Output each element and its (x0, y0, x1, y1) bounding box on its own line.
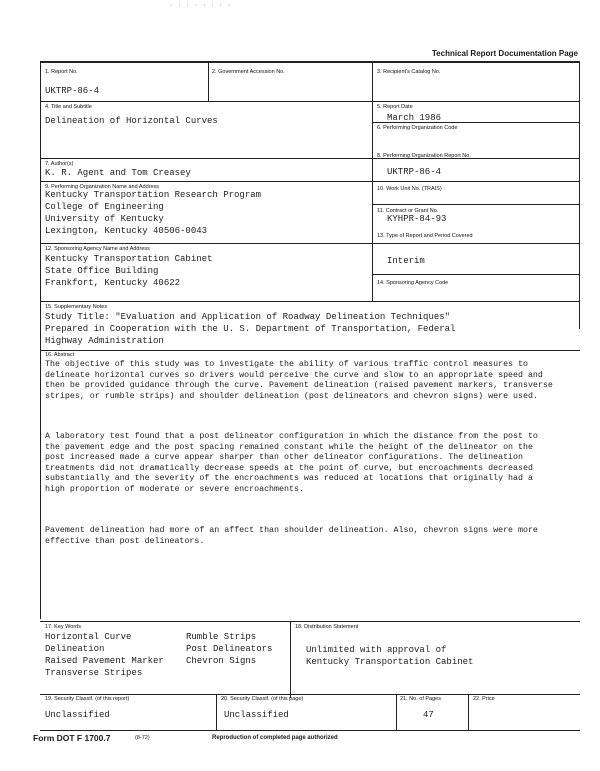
sponsor-name-label: 12. Sponsoring Agency Name and Address (45, 246, 150, 252)
key-word: Transverse Stripes (45, 668, 143, 678)
sponsor-code-label: 14. Sponsoring Agency Code (377, 280, 449, 286)
contract-grant-label: 11. Contract or Grant No. (377, 208, 439, 214)
key-word: Chevron Signs (186, 656, 257, 666)
price-label: 22. Price (473, 696, 495, 702)
security-report-label: 19. Security Classif. (of this report) (45, 696, 130, 702)
recipient-catalog-label: 3. Recipient's Catalog No. (377, 69, 441, 75)
sponsor-line: State Office Building (45, 266, 159, 276)
no-pages-label: 21. No. of Pages (400, 696, 441, 702)
supplementary-line: Prepared in Cooperation with the U. S. Department of Transportation, Federal (45, 324, 456, 334)
perf-org-line: College of Engineering (45, 202, 164, 212)
abstract-label: 16. Abstract (45, 352, 75, 358)
security-report-value: Unclassified (45, 710, 110, 720)
supplementary-line: Study Title: "Evaluation and Application of Roadway Delineation Techniques" (45, 312, 451, 322)
no-pages-value: 47 (423, 710, 434, 720)
report-no-value: UKTRP-86-4 (45, 86, 100, 96)
report-type-value: Interim (387, 256, 425, 266)
key-word: Raised Pavement Marker (45, 656, 164, 666)
key-word: Delineation (45, 644, 105, 654)
reproduction-note: Reproduction of completed page authorized (212, 735, 338, 741)
key-words-label: 17. Key Words (45, 624, 81, 630)
perf-org-code-label: 6. Performing Organization Code (377, 125, 458, 131)
title-value: Delineation of Horizontal Curves (45, 116, 218, 126)
supplementary-label: 15. Supplementary Notes (45, 304, 108, 310)
abstract-paragraph: The objective of this study was to investigate the ability of various traffic control measures to delineate horizontal curves so drivers would perceive the curve and slow to an appropriate speed and then be provided guidance through the curve. Pavement delineation (raised pavement markers, transverse stripes, or rumble strips) and shoulder delineation (post delineators and chevron signs) were used. (45, 360, 553, 401)
distribution-line: Unlimited with approval of (306, 645, 447, 655)
perf-org-name-label: 9. Performing Organization Name and Address (45, 184, 160, 190)
sponsor-line: Kentucky Transportation Cabinet (45, 254, 213, 264)
title-label: 4. Title and Subtitle (45, 104, 92, 110)
report-type-label: 13. Type of Report and Period Covered (377, 233, 473, 239)
distribution-label: 18. Distribution Statement (295, 624, 359, 630)
perf-org-report-value: UKTRP-86-4 (387, 167, 442, 177)
supplementary-line: Highway Administration (45, 336, 164, 346)
security-page-label: 20. Security Classif. (of this page) (221, 696, 304, 702)
work-unit-label: 10. Work Unit No. (TRAIS) (377, 186, 442, 192)
authors-value: K. R. Agent and Tom Creasey (45, 168, 191, 178)
key-word: Horizontal Curve (45, 632, 132, 642)
report-date-value: March 1986 (387, 113, 442, 123)
accession-no-label: 2. Government Accession No. (212, 69, 285, 75)
sponsor-line: Frankfort, Kentucky 40622 (45, 278, 181, 288)
report-no-label: 1. Report No. (45, 69, 78, 75)
perf-org-line: Kentucky Transportation Research Program (45, 190, 262, 200)
contract-grant-value: KYHPR-84-93 (387, 214, 447, 224)
perf-org-line: University of Kentucky (45, 214, 164, 224)
abstract-paragraph: A laboratory test found that a post delineator configuration in which the distance from the post to the pavement edge and the post spacing remained constant while the height of the delineator on the post increased made a curve appear sharper than other delineator configurations. The delineation treatments did not dramatically decrease speeds at the point of curve, but encroachments decreased substantially and the severity of the encroachments was reduced at locations that originally had a high proportion of moderate or severe encroachments. (45, 432, 538, 494)
key-word: Rumble Strips (186, 632, 257, 642)
report-date-label: 5. Report Date (377, 104, 413, 110)
distribution-line: Kentucky Transportation Cabinet (306, 657, 474, 667)
form-number: Form DOT F 1700.7 (33, 733, 111, 743)
scan-specks: · · · · · · · · (170, 2, 233, 9)
perf-org-line: Lexington, Kentucky 40506-0043 (45, 226, 208, 236)
security-page-value: Unclassified (224, 710, 289, 720)
form-header-title: Technical Report Documentation Page (431, 49, 578, 58)
abstract-paragraph: Pavement delineation had more of an affect than shoulder delineation. Also, chevron signs were more effective than post delineators. (45, 526, 538, 546)
authors-label: 7. Author(s) (45, 161, 74, 167)
key-word: Post Delineators (186, 644, 273, 654)
form-date: (8-72) (135, 735, 150, 741)
perf-org-report-label: 8. Performing Organization Report No. (377, 153, 471, 159)
